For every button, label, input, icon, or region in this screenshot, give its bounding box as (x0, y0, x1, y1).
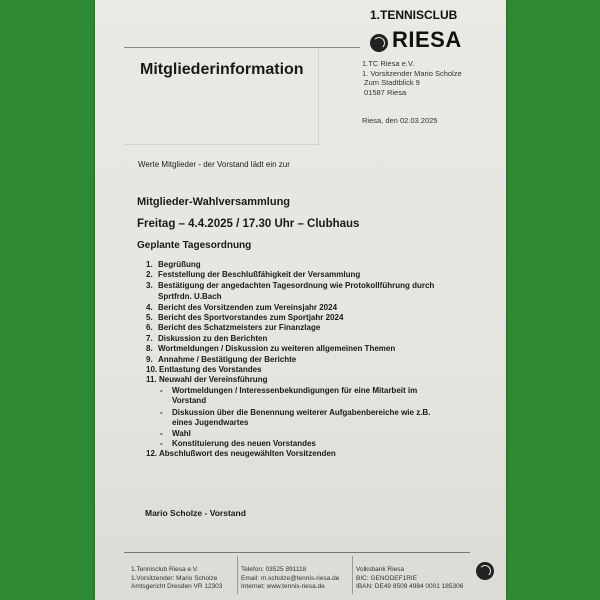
agenda-list (146, 260, 434, 460)
agenda-item: 5. Bericht des Sportvorstandes zum Sportjahr 2024 (146, 313, 344, 323)
logo-line1: 1.TENNISCLUB (370, 8, 458, 22)
address-line: 1.TC Riesa e.V. (362, 59, 415, 68)
agenda-item: 12. Abschlußwort des neugewählten Vorsitzenden (146, 449, 336, 459)
sender-address (362, 59, 462, 97)
meeting-date-heading: Freitag – 4.4.2025 / 17.30 Uhr – Clubhaus (137, 218, 360, 230)
meeting-heading: Mitglieder-Wahlversammlung (137, 196, 291, 208)
footer-bank-info: Volksbank Riesa BIC: GENODEF1RIE IBAN: DE49 8509 4984 0001 185306 (356, 566, 464, 590)
footer-divider (124, 552, 470, 553)
letter-date: Riesa, den 02.03.2025 (362, 116, 438, 125)
footer-email-link[interactable]: Email: m.scholze@tennis-riesa.de (241, 574, 340, 582)
footer-separator (352, 556, 353, 594)
footer-separator (237, 556, 238, 594)
agenda-item: 4. Bericht des Vorsitzenden zum Vereinsjahr 2024 (146, 302, 338, 312)
address-line: 1. Vorsitzender Mario Scholze (362, 68, 462, 78)
agenda-item: 6. Bericht des Schatzmeisters zur Finanzlage (146, 323, 321, 333)
agenda-subitem: - Wortmeldungen / Interessenbekundigungen für eine Mitarbeit im Vorstand (160, 385, 418, 406)
footer-web-link[interactable]: Internet: www.tennis-riesa.de (241, 583, 325, 590)
agenda-subitem: - Wahl (160, 428, 191, 438)
address-line: Zum Stadtblick 9 (364, 78, 420, 87)
agenda-subitem: - Konstituierung des neuen Vorstandes (160, 438, 316, 448)
tennis-ball-icon (476, 562, 494, 580)
agenda-item: 10. Entlastung des Vorstandes (146, 365, 262, 375)
agenda-subitem: - Diskussion über die Benennung weiterer Aufgabenbereiche wie z.B. eines Jugendwartes (160, 407, 431, 428)
agenda-heading: Geplante Tagesordnung (137, 240, 252, 251)
agenda-item: 2. Feststellung der Beschlußfähigkeit der Versammlung (146, 270, 361, 280)
tennis-ball-icon (370, 34, 388, 52)
footer-club-info: 1.Tennisclub Riesa e.V. 1.Vorsitzender: Mario Scholze Amtsgericht Dresden VR 12303 (131, 566, 223, 590)
agenda-item: 8. Wortmeldungen / Diskussion zu weiteren allgemeinen Themen (146, 344, 396, 354)
logo-line2: RIESA (392, 27, 462, 52)
footer-contact-info: Telefon: 03525 891118 Email: m.scholze@tennis-riesa.de Internet: www.tennis-riesa.de (241, 566, 340, 590)
address-line: 01587 Riesa (364, 87, 407, 97)
agenda-item: 11. Neuwahl der Vereinsführung (146, 375, 268, 385)
club-logo (366, 8, 470, 52)
agenda-item: 9. Annahme / Bestätigung der Berichte (146, 354, 297, 364)
greeting: Werte Mitglieder - der Vorstand lädt ein zur (138, 160, 290, 169)
page-title: Mitgliederinformation (140, 61, 304, 78)
agenda-item: 3. Bestätigung der angedachten Tagesordnung wie Protokollführung durch Sprtfrdn. U.Bach (146, 280, 435, 302)
agenda-item: 7. Diskussion zu den Berichten (146, 333, 268, 343)
signature: Mario Scholze - Vorstand (145, 508, 246, 518)
agenda-item: 1. Begrüßung (146, 260, 201, 269)
